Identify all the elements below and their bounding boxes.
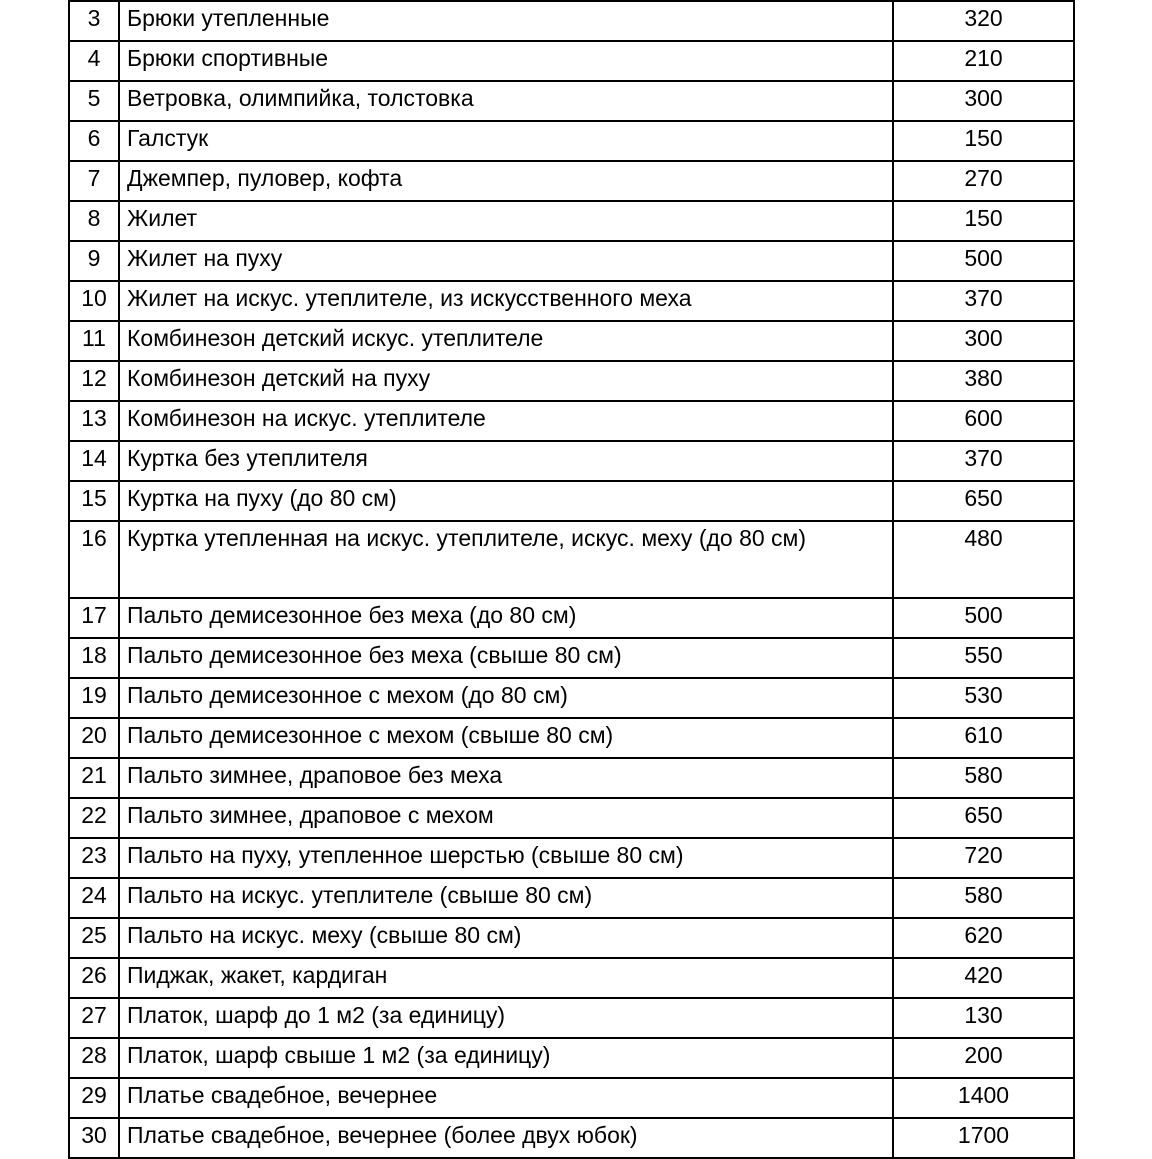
- table-row: [69, 1118, 1074, 1158]
- item-price-cell: 610: [893, 718, 1074, 758]
- row-number-cell: 12: [69, 361, 119, 401]
- row-number-cell: 20: [69, 718, 119, 758]
- price-table: [68, 0, 1075, 1159]
- table-row: [69, 918, 1074, 958]
- row-number-cell: 28: [69, 1038, 119, 1078]
- row-number-cell: 23: [69, 838, 119, 878]
- table-row: [69, 798, 1074, 838]
- table-row: [69, 958, 1074, 998]
- item-price-cell: 150: [893, 121, 1074, 161]
- table-row: [69, 401, 1074, 441]
- table-row: [69, 1, 1074, 41]
- item-name-cell: Комбинезон детский искус. утеплителе: [119, 321, 893, 361]
- item-name-cell: Джемпер, пуловер, кофта: [119, 161, 893, 201]
- item-name-cell: Куртка без утеплителя: [119, 441, 893, 481]
- item-price-cell: 650: [893, 481, 1074, 521]
- row-number-cell: 16: [69, 521, 119, 598]
- item-price-cell: 210: [893, 41, 1074, 81]
- table-row: [69, 321, 1074, 361]
- row-number-cell: 10: [69, 281, 119, 321]
- table-row: [69, 838, 1074, 878]
- table-row: [69, 41, 1074, 81]
- item-name-cell: Комбинезон на искус. утеплителе: [119, 401, 893, 441]
- table-row: [69, 241, 1074, 281]
- item-price-cell: 720: [893, 838, 1074, 878]
- row-number-cell: 13: [69, 401, 119, 441]
- row-number-cell: 3: [69, 1, 119, 41]
- item-name-cell: Жилет на искус. утеплителе, из искусственного меха: [119, 281, 893, 321]
- row-number-cell: 6: [69, 121, 119, 161]
- item-name-cell: Пальто на искус. меху (свыше 80 см): [119, 918, 893, 958]
- table-row: [69, 521, 1074, 598]
- row-number-cell: 18: [69, 638, 119, 678]
- item-price-cell: 270: [893, 161, 1074, 201]
- item-price-cell: 300: [893, 321, 1074, 361]
- table-row: [69, 998, 1074, 1038]
- item-price-cell: 550: [893, 638, 1074, 678]
- item-name-cell: Платок, шарф до 1 м2 (за единицу): [119, 998, 893, 1038]
- item-name-cell: Жилет на пуху: [119, 241, 893, 281]
- row-number-cell: 4: [69, 41, 119, 81]
- item-name-cell: Платок, шарф свыше 1 м2 (за единицу): [119, 1038, 893, 1078]
- item-name-cell: Куртка утепленная на искус. утеплителе, искус. меху (до 80 см): [119, 521, 893, 598]
- table-row: [69, 878, 1074, 918]
- table-row: [69, 81, 1074, 121]
- item-name-cell: Пальто демисезонное без меха (до 80 см): [119, 598, 893, 638]
- row-number-cell: 19: [69, 678, 119, 718]
- item-price-cell: 500: [893, 598, 1074, 638]
- item-name-cell: Комбинезон детский на пуху: [119, 361, 893, 401]
- item-name-cell: Пальто демисезонное без меха (свыше 80 см): [119, 638, 893, 678]
- item-price-cell: 370: [893, 441, 1074, 481]
- row-number-cell: 11: [69, 321, 119, 361]
- item-name-cell: Брюки утепленные: [119, 1, 893, 41]
- item-name-cell: Пиджак, жакет, кардиган: [119, 958, 893, 998]
- item-name-cell: Брюки спортивные: [119, 41, 893, 81]
- item-price-cell: 480: [893, 521, 1074, 598]
- table-row: [69, 361, 1074, 401]
- item-price-cell: 320: [893, 1, 1074, 41]
- table-row: [69, 678, 1074, 718]
- table-row: [69, 481, 1074, 521]
- row-number-cell: 5: [69, 81, 119, 121]
- row-number-cell: 26: [69, 958, 119, 998]
- row-number-cell: 21: [69, 758, 119, 798]
- item-name-cell: Платье свадебное, вечернее: [119, 1078, 893, 1118]
- item-price-cell: 620: [893, 918, 1074, 958]
- item-price-cell: 580: [893, 878, 1074, 918]
- table-row: [69, 441, 1074, 481]
- item-price-cell: 1400: [893, 1078, 1074, 1118]
- row-number-cell: 24: [69, 878, 119, 918]
- item-name-cell: Куртка на пуху (до 80 см): [119, 481, 893, 521]
- table-row: [69, 1038, 1074, 1078]
- item-name-cell: Пальто на искус. утеплителе (свыше 80 см): [119, 878, 893, 918]
- table-row: [69, 598, 1074, 638]
- row-number-cell: 22: [69, 798, 119, 838]
- row-number-cell: 9: [69, 241, 119, 281]
- item-name-cell: Пальто на пуху, утепленное шерстью (свыше 80 см): [119, 838, 893, 878]
- table-row: [69, 161, 1074, 201]
- item-price-cell: 420: [893, 958, 1074, 998]
- row-number-cell: 7: [69, 161, 119, 201]
- item-price-cell: 130: [893, 998, 1074, 1038]
- item-name-cell: Галстук: [119, 121, 893, 161]
- row-number-cell: 14: [69, 441, 119, 481]
- item-price-cell: 600: [893, 401, 1074, 441]
- item-name-cell: Пальто демисезонное с мехом (свыше 80 см): [119, 718, 893, 758]
- table-row: [69, 718, 1074, 758]
- item-price-cell: 530: [893, 678, 1074, 718]
- item-price-cell: 500: [893, 241, 1074, 281]
- item-price-cell: 370: [893, 281, 1074, 321]
- item-price-cell: 580: [893, 758, 1074, 798]
- item-price-cell: 150: [893, 201, 1074, 241]
- item-price-cell: 300: [893, 81, 1074, 121]
- item-name-cell: Пальто зимнее, драповое с мехом: [119, 798, 893, 838]
- item-price-cell: 380: [893, 361, 1074, 401]
- item-name-cell: Пальто зимнее, драповое без меха: [119, 758, 893, 798]
- price-table-body: [69, 0, 1074, 1158]
- row-number-cell: 15: [69, 481, 119, 521]
- table-row: [69, 758, 1074, 798]
- row-number-cell: 8: [69, 201, 119, 241]
- table-row: [69, 638, 1074, 678]
- table-row: [69, 201, 1074, 241]
- item-name-cell: Платье свадебное, вечернее (более двух юбок): [119, 1118, 893, 1158]
- row-number-cell: 27: [69, 998, 119, 1038]
- item-name-cell: Пальто демисезонное с мехом (до 80 см): [119, 678, 893, 718]
- row-number-cell: 29: [69, 1078, 119, 1118]
- item-price-cell: 200: [893, 1038, 1074, 1078]
- row-number-cell: 17: [69, 598, 119, 638]
- item-name-cell: Ветровка, олимпийка, толстовка: [119, 81, 893, 121]
- item-name-cell: Жилет: [119, 201, 893, 241]
- row-number-cell: 25: [69, 918, 119, 958]
- item-price-cell: 1700: [893, 1118, 1074, 1158]
- table-row: [69, 281, 1074, 321]
- row-number-cell: 30: [69, 1118, 119, 1158]
- item-price-cell: 650: [893, 798, 1074, 838]
- table-row: [69, 121, 1074, 161]
- table-row: [69, 1078, 1074, 1118]
